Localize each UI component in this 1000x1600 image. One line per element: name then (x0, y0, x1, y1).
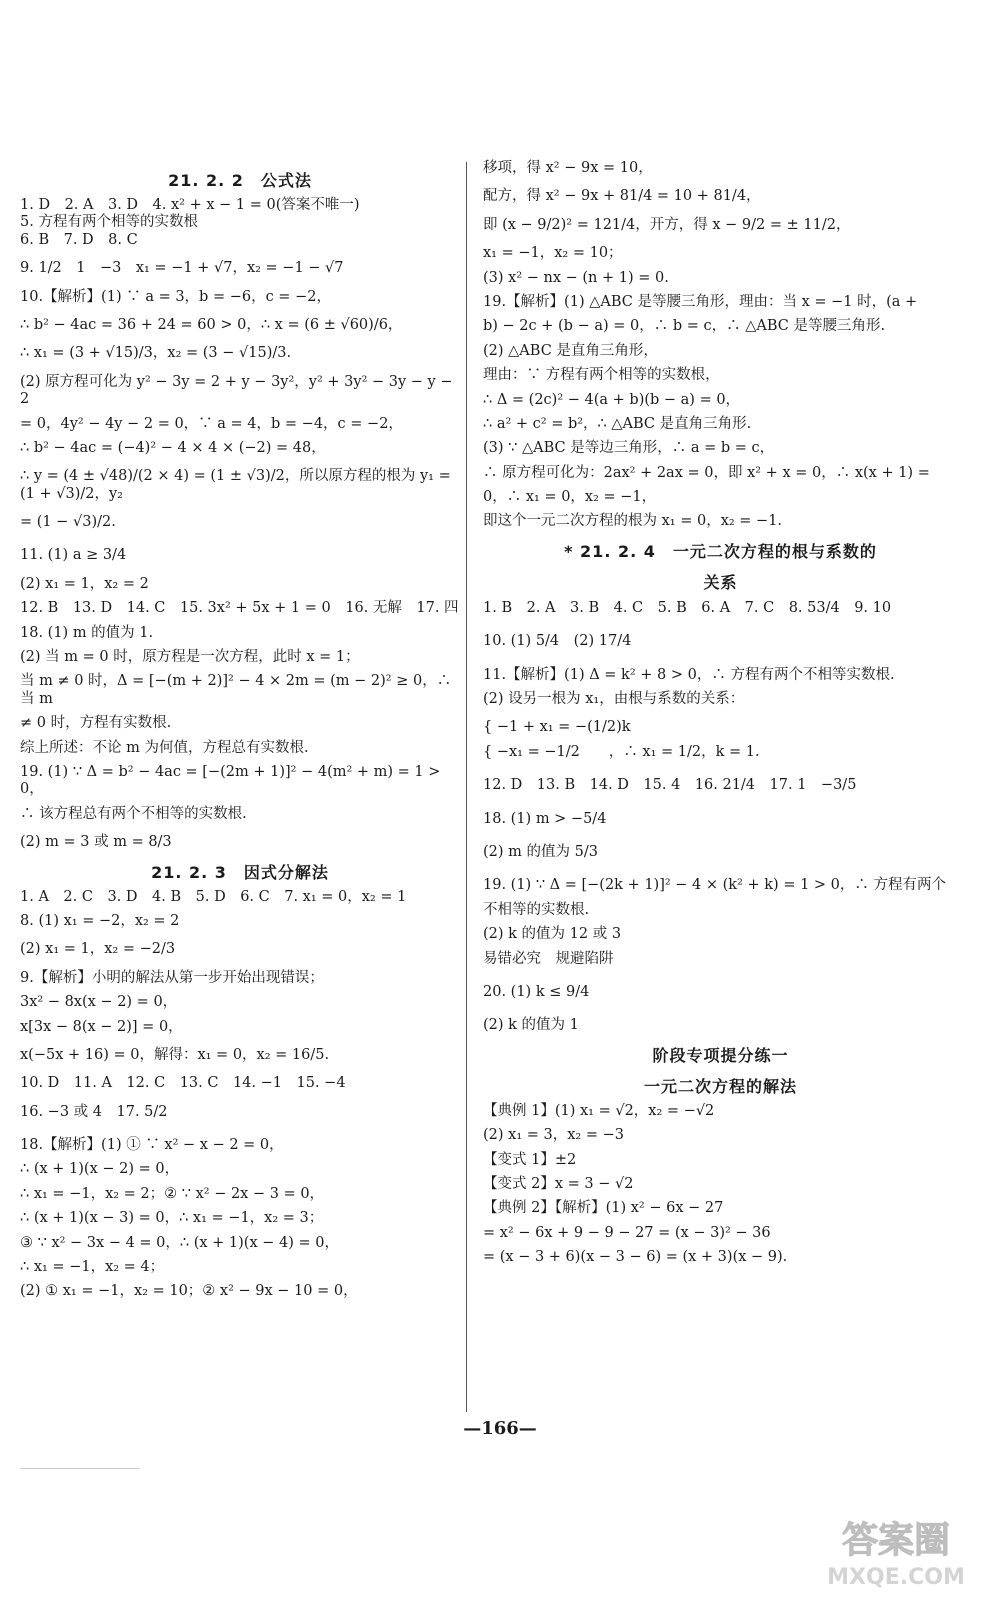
right-column (483, 160, 958, 1266)
answer-line: ∴ b² − 4ac = (−4)² − 4 × 4 × (−2) = 48， (20, 439, 326, 456)
watermark-text-top: 答案圈 (841, 1520, 951, 1561)
answer-line: (2) m 的值为 5/3 (483, 843, 598, 860)
answer-line: ∴ (x + 1)(x − 3) = 0，∴ x₁ = −1，x₂ = 3； (20, 1210, 324, 1227)
answer-line: 移项，得 x² − 9x = 10， (483, 160, 653, 176)
answer-line: 11. (1) a ≥ 3/4 (20, 547, 127, 564)
answer-line: 18.【解析】(1) ① ∵ x² − x − 2 = 0， (20, 1137, 284, 1154)
answer-line: = 0，4y² − 4y − 2 = 0，∵ a = 4，b = −4，c = −2， (20, 415, 403, 432)
section-heading: * 21. 2. 4 一元二次方程的根与系数的 (564, 541, 877, 561)
watermark-logo (806, 1508, 986, 1592)
answer-line: 【变式 2】x = 3 − √2 (483, 1175, 634, 1192)
answer-line: (2) x₁ = 3，x₂ = −3 (483, 1127, 624, 1144)
answer-line: (2) k 的值为 1 (483, 1017, 579, 1034)
answer-line: 【典例 2】【解析】(1) x² − 6x − 27 (483, 1200, 724, 1217)
answer-line: 10.【解析】(1) ∵ a = 3，b = −6，c = −2， (20, 288, 331, 305)
answer-line: 3x² − 8x(x − 2) = 0， (20, 994, 178, 1011)
answer-line: ∴ y = (4 ± √48)/(2 × 4) = (1 ± √3)/2，所以原方程的根为 y₁ = (1 + √3)/2，y₂ (20, 468, 456, 502)
answer-line: ③ ∵ x² − 3x − 4 = 0，∴ (x + 1)(x − 4) = 0， (20, 1234, 339, 1251)
answer-line: { −1 + x₁ = −(1/2)k (483, 719, 631, 736)
answer-line: 0，∴ x₁ = 0，x₂ = −1， (483, 489, 657, 506)
answer-line: ∴ Δ = (2c)² − 4(a + b)(b − a) = 0， (483, 391, 741, 408)
section-heading: 21. 2. 2 公式法 (168, 171, 312, 190)
answer-line: ∴ x₁ = −1，x₂ = 2；② ∵ x² − 2x − 3 = 0， (20, 1185, 325, 1202)
answer-line: 12. D 13. B 14. D 15. 4 16. 21/4 17. 1 −3/5 (483, 777, 857, 794)
answer-line: (2) x₁ = 1，x₂ = 2 (20, 575, 149, 592)
answer-line: ∴ (x + 1)(x − 2) = 0， (20, 1161, 180, 1178)
answer-line: 1. B 2. A 3. B 4. C 5. B 6. A 7. C 8. 53/4 9. 10 (483, 599, 892, 616)
answer-line: x[3x − 8(x − 2)] = 0， (20, 1018, 183, 1035)
column-divider (466, 162, 467, 1412)
page-number: —166— (463, 1418, 537, 1439)
answer-line: ∴ x₁ = (3 + √15)/3，x₂ = (3 − √15)/3. (20, 345, 292, 362)
answer-line: (2) △ABC 是直角三角形， (483, 342, 658, 359)
answer-line: 18. (1) m > −5/4 (483, 810, 607, 827)
answer-line: 当 m ≠ 0 时，Δ = [−(m + 2)]² − 4 × 2m = (m − 2)² ≥ 0，∴ 当 m (20, 673, 456, 707)
answer-line: 8. (1) x₁ = −2，x₂ = 2 (20, 912, 180, 929)
footer-rule (20, 1468, 140, 1469)
answer-line: ∴ 原方程可化为：2ax² + 2ax = 0，即 x² + x = 0，∴ x(x + 1) = (483, 464, 930, 481)
section-heading: 关系 (703, 572, 738, 592)
watermark-text-bottom: MXQE.COM (827, 1565, 965, 1590)
left-column (20, 160, 460, 1301)
answer-line: = (x − 3 + 6)(x − 3 − 6) = (x + 3)(x − 9). (483, 1249, 788, 1266)
answer-line: 20. (1) k ≤ 9/4 (483, 983, 590, 1000)
answer-line: 易错必究 规避陷阱 (483, 950, 614, 967)
answer-line: 16. −3 或 4 17. 5/2 (20, 1103, 168, 1120)
answer-line: 综上所述：不论 m 为何值，方程总有实数根. (20, 739, 309, 756)
answer-line: 12. B 13. D 14. C 15. 3x² + 5x + 1 = 0 16. 无解 17. 四 (20, 600, 459, 617)
answer-line: = x² − 6x + 9 − 9 − 27 = (x − 3)² − 36 (483, 1224, 771, 1241)
answer-line: 19. (1) ∵ Δ = b² − 4ac = [−(2m + 1)]² − 4(m² + m) = 1 > 0， (20, 763, 446, 798)
answer-line: x(−5x + 16) = 0，解得：x₁ = 0，x₂ = 16/5. (20, 1046, 330, 1063)
answer-line: (3) x² − nx − (n + 1) = 0. (483, 269, 669, 286)
answer-line: x₁ = −1，x₂ = 10； (483, 245, 623, 262)
answer-line: 5. 方程有两个相等的实数根 (20, 214, 198, 231)
section-heading: 阶段专项提分练一 (652, 1045, 789, 1065)
section-heading: 一元二次方程的解法 (643, 1076, 797, 1096)
answer-line: (2) 设另一根为 x₁，由根与系数的关系： (483, 691, 745, 708)
answer-line: b) − 2c + (b − a) = 0，∴ b = c，∴ △ABC 是等腰三角形. (483, 318, 886, 335)
answer-line: 9. 1/2 1 −3 x₁ = −1 + √7，x₂ = −1 − √7 (20, 260, 344, 277)
answer-line: 【典例 1】(1) x₁ = √2，x₂ = −√2 (483, 1102, 715, 1119)
answer-line: 18. (1) m 的值为 1. (20, 624, 154, 641)
answer-line: ∴ 该方程总有两个不相等的实数根. (20, 805, 247, 822)
answer-line: 11.【解析】(1) Δ = k² + 8 > 0，∴ 方程有两个不相等实数根. (483, 666, 895, 683)
answer-line: ≠ 0 时，方程有实数根. (20, 715, 172, 732)
answer-line: (2) x₁ = 1，x₂ = −2/3 (20, 941, 176, 958)
answer-line: 10. (1) 5/4 (2) 17/4 (483, 633, 632, 650)
answer-line: ∴ b² − 4ac = 36 + 24 = 60 > 0，∴ x = (6 ± √60)/6， (20, 316, 403, 333)
answer-line: (3) ∵ △ABC 是等边三角形，∴ a = b = c， (483, 440, 775, 457)
answer-line: 理由：∵ 方程有两个相等的实数根， (483, 367, 720, 384)
answer-line: 即这个一元二次方程的根为 x₁ = 0，x₂ = −1. (483, 513, 783, 530)
answer-line: (2) k 的值为 12 或 3 (483, 926, 622, 943)
answer-line: (2) 原方程可化为 y² − 3y = 2 + y − 3y²，y² + 3y² − 3y − y − 2 (20, 373, 458, 408)
answer-line: (2) m = 3 或 m = 8/3 (20, 834, 172, 851)
answer-line: (2) 当 m = 0 时，原方程是一次方程，此时 x = 1； (20, 649, 360, 666)
answer-line: 19. (1) ∵ Δ = [−(2k + 1)]² − 4 × (k² + k) = 1 > 0，∴ 方程有两个 (483, 877, 947, 894)
answer-line: 6. B 7. D 8. C (20, 231, 138, 248)
answer-line: 不相等的实数根. (483, 901, 590, 918)
section-heading: 21. 2. 3 因式分解法 (151, 862, 329, 882)
answer-line: 10. D 11. A 12. C 13. C 14. −1 15. −4 (20, 1075, 346, 1092)
answer-line: 配方，得 x² − 9x + 81/4 = 10 + 81/4， (483, 188, 761, 205)
answer-line: (2) ① x₁ = −1，x₂ = 10；② x² − 9x − 10 = 0， (20, 1283, 358, 1300)
answer-line: 19.【解析】(1) △ABC 是等腰三角形，理由：当 x = −1 时，(a + (483, 293, 918, 310)
answer-line: 9.【解析】小明的解法从第一步开始出现错误； (20, 969, 324, 986)
answer-line: 1. D 2. A 3. D 4. x² + x − 1 = 0(答案不唯一) (20, 197, 360, 213)
answer-line: 1. A 2. C 3. D 4. B 5. D 6. C 7. x₁ = 0，x₂ = 1 (20, 888, 407, 905)
answer-line: ∴ a² + c² = b²，∴ △ABC 是直角三角形. (483, 415, 752, 432)
answer-line: 【变式 1】±2 (483, 1151, 577, 1168)
answer-line: = (1 − √3)/2. (20, 514, 116, 531)
answer-line: ∴ x₁ = −1，x₂ = 4； (20, 1259, 165, 1276)
answer-line: 即 (x − 9/2)² = 121/4，开方，得 x − 9/2 = ± 11/2， (483, 216, 851, 233)
answer-line: { −x₁ = −1/2 ，∴ x₁ = 1/2，k = 1. (483, 743, 760, 760)
